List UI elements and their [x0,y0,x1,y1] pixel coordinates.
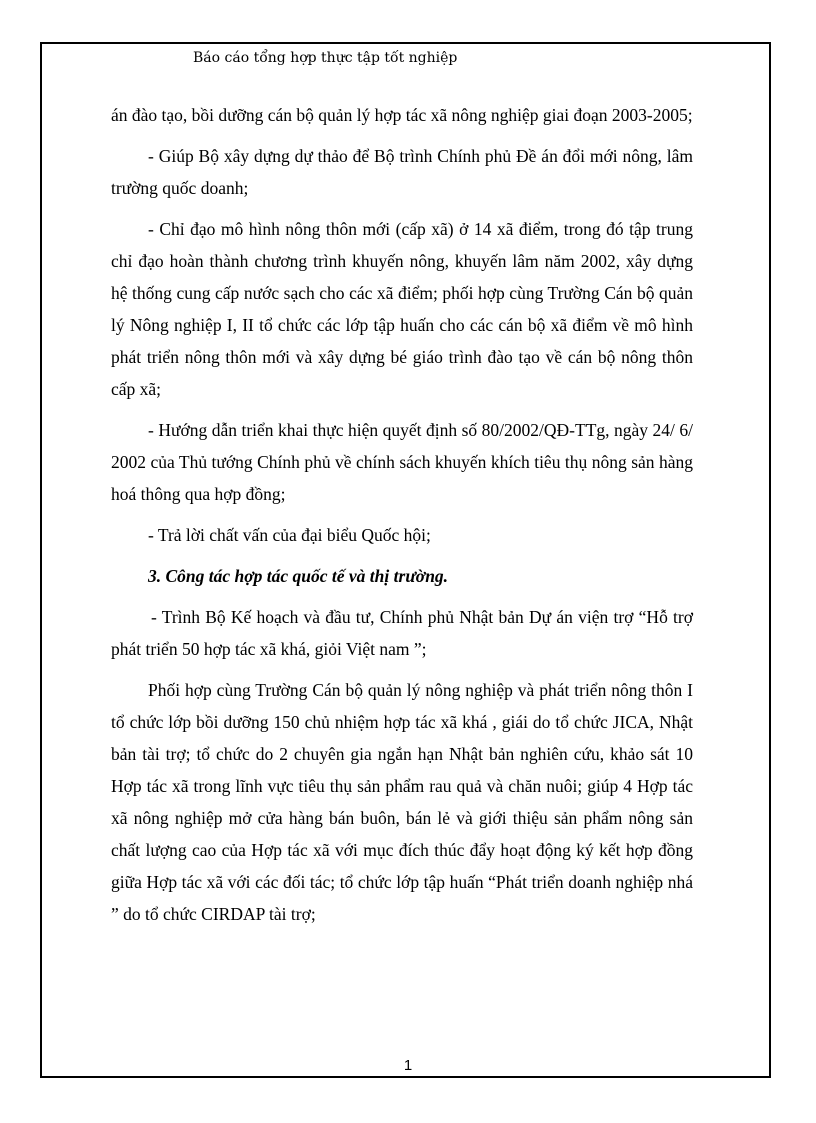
paragraph-item: - Giúp Bộ xây dựng dự thảo để Bộ trình Chính phủ Đề án đổi mới nông, lâm trường quốc doanh; [111,146,693,198]
paragraph-item: - Trả lời chất vấn của đại biểu Quốc hội; [148,525,431,545]
section-heading: 3. Công tác hợp tác quốc tế và thị trường. [148,566,449,586]
paragraph-continuation: án đào tạo, bồi dưỡng cán bộ quản lý hợp tác xã nông nghiệp giai đoạn 2003-2005; [111,105,693,125]
paragraph-item: Phối hợp cùng Trường Cán bộ quản lý nông nghiệp và phát triển nông thôn I tổ chức lớp bồi dưỡng 150 chủ nhiệm hợp tác xã khá , giái do tổ chức JICA, Nhật bản tài trợ; tổ chức do 2 chuyên gia ngắn hạn Nhật bản nghiên cứu, khảo sát 10 Hợp tác xã trong lĩnh vực tiêu thụ sản phẩm rau quả và chăn nuôi; giúp 4 Hợp tác xã nông nghiệp mở cửa hàng bán buôn, bán lẻ và giới thiệu sản phẩm nông sản chất lượng cao của Hợp tác xã với mục đích thúc đẩy hoạt động ký kết hợp đồng giữa Hợp tác xã với các đối tác; tổ chức lớp tập huấn “Phát triển doanh nghiệp nhá ” do tổ chức CIRDAP tài trợ; [111,680,693,924]
paragraph-item: - Trình Bộ Kế hoạch và đầu tư, Chính phủ Nhật bản Dự án viện trợ “Hỗ trợ phát triển 50 hợp tác xã khá, giỏi Việt nam ”; [111,607,693,659]
page-header-title: Báo cáo tổng hợp thực tập tốt nghiệp [193,50,458,66]
page-number: 1 [403,1057,413,1074]
paragraph-item: - Hướng dẫn triển khai thực hiện quyết định số 80/2002/QĐ-TTg, ngày 24/ 6/ 2002 của Thủ tướng Chính phủ về chính sách khuyến khích tiêu thụ nông sản hàng hoá thông qua hợp đồng; [111,420,693,504]
document-body [111,99,693,939]
paragraph-item: - Chỉ đạo mô hình nông thôn mới (cấp xã) ở 14 xã điểm, trong đó tập trung chỉ đạo hoàn thành chương trình khuyến nông, khuyến lâm năm 2002, xây dựng hệ thống cung cấp nước sạch cho các xã điểm; phối hợp cùng Trường Cán bộ quản lý Nông nghiệp I, II tổ chức các lớp tập huấn cho các cán bộ xã điểm về mô hình phát triển nông thôn mới và xây dựng bé giáo trình đào tạo về cán bộ nông thôn cấp xã; [111,219,693,399]
